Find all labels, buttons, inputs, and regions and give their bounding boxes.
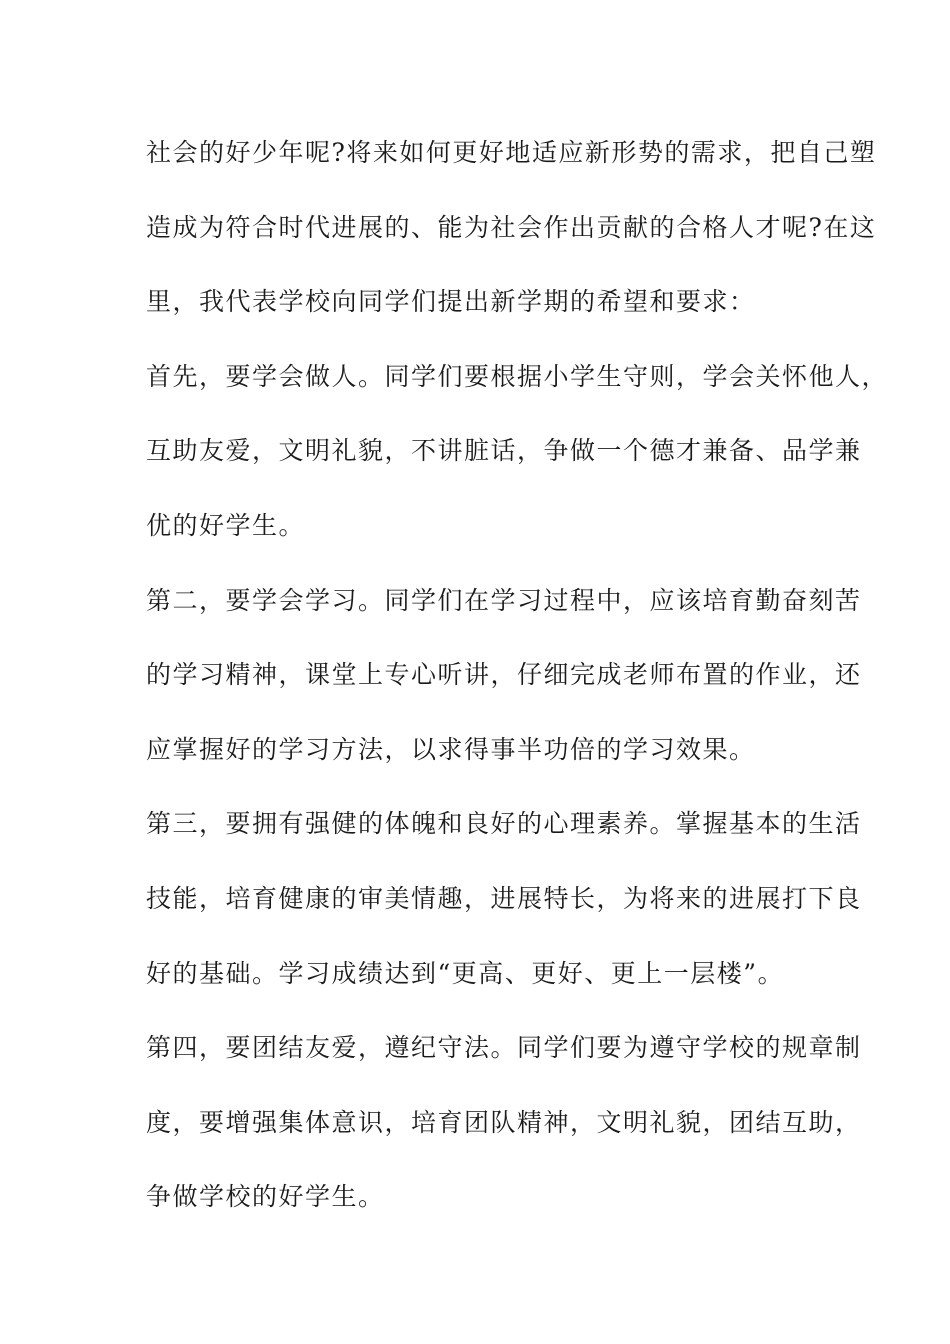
text-line: 第四，要团结友爱，遵纪守法。同学们要为遵守学校的规章制 <box>146 1033 862 1063</box>
text-line: 造成为符合时代进展的、能为社会作出贡献的合格人才呢?在这 <box>146 212 877 242</box>
text-line: 度，要增强集体意识，培育团队精神，文明礼貌，团结互助， <box>146 1107 862 1137</box>
text-line: 互助友爱，文明礼貌，不讲脏话，争做一个德才兼备、品学兼 <box>146 436 862 466</box>
body-text <box>146 130 889 1249</box>
text-line: 好的基础。学习成绩达到“更高、更好、更上一层楼”。 <box>146 958 785 988</box>
text-line: 第三，要拥有强健的体魄和良好的心理素养。掌握基本的生活 <box>146 809 862 839</box>
text-line: 争做学校的好学生。 <box>146 1182 385 1212</box>
text-line: 里，我代表学校向同学们提出新学期的希望和要求： <box>146 287 756 317</box>
text-line: 技能，培育健康的审美情趣，进展特长，为将来的进展打下良 <box>146 883 862 913</box>
text-line: 应掌握好的学习方法，以求得事半功倍的学习效果。 <box>146 734 756 764</box>
text-line: 优的好学生。 <box>146 510 306 540</box>
text-line: 社会的好少年呢?将来如何更好地适应新形势的需求，把自己塑 <box>146 138 877 167</box>
text-line: 第二，要学会学习。同学们在学习过程中，应该培育勤奋刻苦 <box>146 585 862 615</box>
text-line: 首先，要学会做人。同学们要根据小学生守则，学会关怀他人， <box>146 361 889 391</box>
text-line: 的学习精神，课堂上专心听讲，仔细完成老师布置的作业，还 <box>146 660 862 690</box>
